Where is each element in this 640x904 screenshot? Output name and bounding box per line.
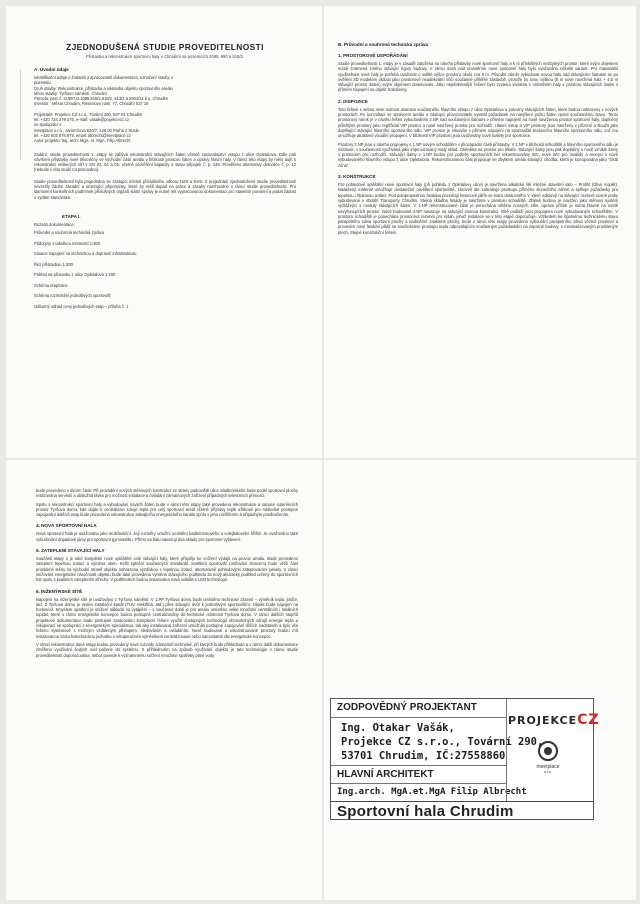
section-a-heading: A. Úvodní údaje	[34, 67, 69, 72]
documentation-list-item: Půdorysy s tabulkou místností 1:300	[34, 240, 100, 246]
intro-line: pozemku.	[34, 80, 52, 86]
chief-architect-label: HLAVNÍ ARCHITEKT	[337, 769, 434, 780]
scan-fold-line	[20, 70, 21, 160]
documentation-list-item: Řez přístavbou 1:200	[34, 261, 73, 267]
documentation-list-item: Průvodní a souhrnná technická zpráva	[34, 230, 104, 236]
heating-paragraph: Spolu s rekonstrukcí sportovní haly a vybudování nových šaten bude v rámci této etapy také provedena rekonstrukce a sanace suterénních prostor Tyršova domu, kde dojde k centralizaci zdroje tepla pro celý sportovní areál včetně přípravy teplé užitkové pro následné postupné zapojování dalších etap bude provedena rekonstrukce stávajícího energetického kanálu spolu s jeho rozšířením a připadným prodloužením.	[36, 501, 298, 518]
designer-name: Ing. Otakar Vašák,	[341, 722, 455, 734]
responsible-designer-label: ZODPOVĚDNÝ PROJEKTANT	[337, 702, 477, 713]
document-page-4	[324, 460, 636, 900]
intro-line: Investor : Město Chrudim, Resselovo nam. 77, Chrudim 537 16	[34, 101, 149, 107]
section-6-text-continued: V rámci rekonstrukce dané etapy budou provedeny nové rozvody zdravotně technické, při kterých bude přihlédnuto a v rámci další dokumentace změřeno využívání šedých vod pažené do systému. S přihlédnutím na způsob využívání objektu je tato technologie v rámci studie proveditelnosti doporučována, neboť povede k významnému snížení množství spotřeby pitné vody.	[36, 641, 298, 658]
projekce-cz-logo	[508, 712, 600, 728]
report-heading: B. Průvodní a souhrnná technická zpráva	[338, 42, 429, 47]
meetplace-logo-sub: s.r.o.	[544, 770, 552, 774]
section-5-heading: 5. ZATEPLENÍ STÁVAJÍCÍ HALY	[36, 548, 105, 554]
documentation-list-item: Schéma rozmístění jednotlivých sportovišť	[34, 293, 111, 299]
architect-name: Ing.arch. MgA.et.MgA Filip Albrecht	[337, 787, 527, 797]
meetplace-logo-text: meetplace	[536, 764, 560, 770]
section-3-continued: bude provedeno v dvorní části. Při provádění nových stěnových konstrukcí ze strany parkoviště ulice Sladkovského bude podél sportovní plochy realizována servisní a obslužná lávka pro možnost instalace a ovládání zárnamových zařízení případných televizních přenosů.	[36, 488, 298, 499]
section-6-text: Napojení na inženýrské sítě je uvažováno z Tyršova náměstí. V 1.PP Tyršova domu bude umístěno technické zázemí – výměník tepla, jističe, atd. Z Tyršova domu je veden instalační kanál (TUV, elektřina, atd.) přes stávající dvůr k jednotlivým sportovištím. Objekt bude napojen na horkovod. Smyslem opatření je snížení nákladů na vytápění – v současné době je pro areálu umístěno velké množství centrálních i lokálních topidel, které v rámci energetické koncepce budou postupně centralizovány do technické místnosti Tyršova domu. V rámci dalších stupňů projektové dokumentace bude postupně zpracováno komplexní řešení využití dostupných technologií obnovitelných zdrojů energie tepla a rekuperací ve spolupráci s energetickým specialistou, tak aby instalovaná zařízení umožnila postupné zapojování dílčích nadstaveb a bylo vše řešeno systémově s možným vzdáleným přístupem, sledováním a ovládáním. Nově budované a rekonstruované prostory budou mít instalovanou vzduchotechnickou jednotku s rekuperačním výměníkem centralizované nebo samostatné dle energetické koncepce.	[36, 596, 298, 639]
documentation-list-item: Pohled na přístavbu z ulice Opletalova 1:200	[34, 272, 116, 278]
project-info-line: tel. +420 724 279 276, e-mail: vasak@projekcecz.cz	[34, 117, 130, 123]
etapa-heading: ETAPA I.	[62, 213, 81, 219]
document-page-1	[6, 6, 322, 458]
intro-block	[34, 75, 296, 107]
documentation-list-item: Odborný odhad ceny jednotlivých etap – příloha č. 1	[34, 303, 129, 309]
authority-paragraph: Studie proveditelnosti byla projednána se zástupci místně příslušného odboru HZS a KHS. Z projednání zjednodušené studie proveditelnosti nevzešly žádné zásadní a omezující připomínky, které by měli dopad na práce a zásahy navrhované v rámci studie proveditelnosti. Pro stanovení konkrétních podmínek příslušných orgánů státní správy je nutné mít vypracovanou dokumentaci pro stavební povolení a podat žádost o vydání stanoviska.	[34, 178, 296, 200]
assignment-paragraph: Zadání: studie proveditelnosti 1. etapy se zabývá rekonstrukcí stávajících šaten včetně zpravodajství vstupu z ulice Opletalova. Dále pak návrhem přístavby nové tělocvičny ve východní části areálu v blízkosti prostoru šaten a opravy hlavní haly. V rámci této etapy by mělo dojít k rekonstrukci veškerých síťí v SO 03, 04 a 05. včetně prověření kapacity a stavu přípojek č. p. 249. Prověřeno alternativy demolice č. p. 12 (nebude v této studii rozpracováno).	[34, 151, 296, 173]
project-info-line: ve spolupráci s	[34, 122, 62, 128]
section-2-heading: 2. DISPOZICE	[338, 98, 368, 104]
documentation-scope-title: Rozsah dokumentace:	[34, 221, 75, 227]
company-address: Projekce CZ s.r.o., Tovární 290,	[341, 736, 544, 748]
section-4-text: Nová sportovní hala je uvažována jako multifunkční. Její rozměry umožní umístění badmintonového a volejbalového hřiště. Je uvažováno také vybudování dopadové jámy pro sportovní gymnastiku. Přímo na halu navazují dva sklady pro sportovní vybavení.	[36, 531, 298, 542]
section-4-heading: 4. NOVÁ SPORTOVNÍ HALA	[36, 523, 97, 529]
section-5-text: Součástí etapy 1 je také kompletní nové opláštění celé stávající haly, které přispěje ke snížení výdajů na provoz areálu. Bude provedeno zateplení tepelnou izolací a výměna oken. Kvůli splnění současných standardů osvětlení sportovišť (osiřování sluncem) bude větší část prosklené stěny na východní straně objektu nahrazena vyzdívkou s tepelnou izolací, alternativně pohledovými zateplovacími panely. V rámci snižování energetické náročnosti objektu bude také provedena výměna stávajícího podhledu za nový akustický podhled určený do sportovních hal spolu s kvalitním zateplením střechy. V podhledech budou instalována nová svítidla s LED technologii.	[36, 556, 298, 583]
intro-line: Místo stavby: Tyršovo náměstí, Chrudim	[34, 90, 107, 96]
project-info-block	[34, 112, 296, 144]
intro-line: Parcela: parc.č. st.990,st.1095,515/2,518/2, 513/2 a 2004/11 k.u. Chrudim	[34, 96, 168, 102]
meetplace-logo-icon	[537, 740, 559, 762]
cz-logo-mark: CZ	[577, 712, 600, 728]
company-id: 53701 Chrudim, IČ:27558860	[341, 750, 506, 762]
section-2-text: Toto řešení s sebou nese nutnost asanace současného hlavního vstupu z ulice Opletalova a poloviny stávajících šaten, které budou nahrazeny v nových prostorách. Po konzultaci se správcem areálu a zástupci provozovatele vyvstal požadavek na navýšení počtu šaten oproti současnému stavu. Tento prostorový nárok je v návrhu řešen vybudováním 2.NP nad současnými šatnami v přímém napojení na nově navrženou prostor sportovní haly, doplněný přilehlými prostory jako regiřčidal VIP prostor a nově navržený prostor pro rozhodčí. Hlavní vstup a VIP prostory jsou navrženy v přízemí a sloužit jako doplňující stávající hlavního sportovního sálu. VIP prostor je situován v přímém napojení na sportoviště budoucího hlavního sportovního sálu, což mu umožňuje atraktivní vizuální propojení. V blízkosti VIP prostoru jsou uvažovány nové toalety pro sportovce.	[338, 106, 618, 139]
meetplace-logo	[520, 740, 576, 774]
section-6-heading: 6. INŽENÝRSKÉ SÍTĚ	[36, 588, 83, 594]
project-info-line: Autor projektu: Ing. arch. MgA. et. MgA. Filip Albrecht	[34, 138, 131, 144]
section-1-text: Studie proveditelnosti 1. etapy je v zásadě založena na návrhu přístavby nové sportovní haly a k ní příslušných nezbytných prostor, které svým objemem nutně znamená změnu stávající figury budovy. V rámci úvah nad umístěním nové sportovní haly bylo uvažováno několik variant. Pro maximální využitelnost nové haly je potřeba uvažovat o světlé výšce prostoru okolo cca 8 m. Původní záměr vybudovat novou halu nad stávajícími šatnami se po ověření 3D modelem ukázal jako prostorově neadekvátní vůči současné příléhlé zástavbě, protože by svou výškou (8 m nové navržená hala + 4,5 m stávající prostor šaten) svým objemem dominovalo. Jako nejefektivnější řešení bylo zvolena varianta s umístěním haly v prostoru stávajících šaten v přímém napojení na objekt Sokolovny.	[338, 61, 618, 93]
study-title: ZJEDNODUŠENÁ STUDIE PROVEDITELNOSTI	[66, 42, 264, 52]
study-subtitle: Přístavba a rekonstrukce sportovní haly v Chrudimi na pozemcích 1095, 990 a 515/2.	[85, 54, 245, 59]
documentation-list-item: Schéma etapizace	[34, 282, 68, 288]
project-info-line: tel. +420 602 876 979, email: albrecht@meetplace.cz	[34, 132, 131, 138]
project-title: Sportovní hala Chrudim	[337, 803, 514, 820]
document-page-3	[6, 460, 322, 900]
project-info-line: meetplace s.r.o., Jaromírova 530/7, 128 00 Praha 2 Nusle	[34, 127, 139, 133]
documentation-list-item: Situace napojení na technickou a dopravní infrastrukturu	[34, 251, 137, 257]
projekce-logo-text: PROJEKCE	[508, 714, 578, 727]
section-3-heading: 3. KONSTRUKCE	[338, 174, 376, 180]
project-info-line: Projektant: Projekce CZ s.r.o., Tovární 290, 537 01 Chrudim	[34, 111, 143, 117]
section-1-heading: 1. PROSTOROVÉ USPOŘÁDÁNÍ	[338, 53, 408, 58]
intro-line: Identifikační údaje o žadateli a zpracovateli dokumentace, označení stavby a	[34, 75, 174, 80]
section-2-text-continued: Prostory 2.NP jsou v návrhu propojeny s 1.NP novým schodištěm v jihozápadní části přístavby. V 1.NP v blízkosti schodiště a hlavního sportovního sálu je místnost, v současnosti využívaná jako improvizovaný malý sklad, změněna na prostor pro lékaře. Stávající šatny jsou pak doplněny o nově vzniklé šatny s prostorem pro rozhodčí. Stávající šatny v 1.NP budou pro potřeby sportovních her rekonstruovány WC, nové WC pro invalidy a recepci u nově vybudovaného hlavního vstupu z ulice Opletalova. Rekonstruovanou část propojuje se zbytkem areálu stávající chodba, která je koncipována jako "čistá zóna".	[338, 141, 618, 168]
document-page-2	[324, 6, 636, 458]
documentation-list	[34, 230, 296, 309]
section-3-text: Pro pohledové opláštění nové sportovní haly (při pohledu z Opletalovy ulice) je navržena alkalické lité mléčné stavební sklo – Profilit (Glive Kopilit). Naakšený materiál umožňuje dostatečné osvětlení sportoviště, zároveň ale zabraňuje prostupu přímého slunečního záření a splňuje požadavky pro tepelnou i hlukovou izolaci. Pod polopropustnou fasádou prosvítají betonové pilíře ve tvaru obráceného Y, které odkazují na stávající ocelové nosné prvky vybudované v období Transporty Chrudim. Stejná skladba fasády je navržena v prostoru schodiště. Zbytek budovy je navržen jako stěnový systém vyztážející s moduly stávajících šaten. V 1.NP rekonstruované části je ponechána většina nosných stěn, úprava příček je nutná hlavně na místě nevyhovujících prostor. Nové budované 2.NP navazuje na stávající nosnou konstrukci. Obě podlaží jsou propojena nově vybudovaným schodištěm. V prostoru schodiště je ponechána prostorová rezerva pro výtah, jehož instalace se v této etapě doporučuje. Vzhledem ke špatnému technickému stavu parapetního zdiva sportovní plochy a nadměrné zaaklené plochy, bude v rámci této etapy provedeno vybourání parapetního zdiva včetně proskení a proveden nový fasádní plášť se součinitelem prostupu tepla odpovídajícím současným požadavkům na úsporné budovy, s minimalizovaným proskleným ploch. Stejné konstrukční řešení	[338, 182, 618, 235]
intro-line: Druh stavby: Rekonstrukce, přístavba a nástavba objektu sportovního areálu	[34, 85, 173, 91]
